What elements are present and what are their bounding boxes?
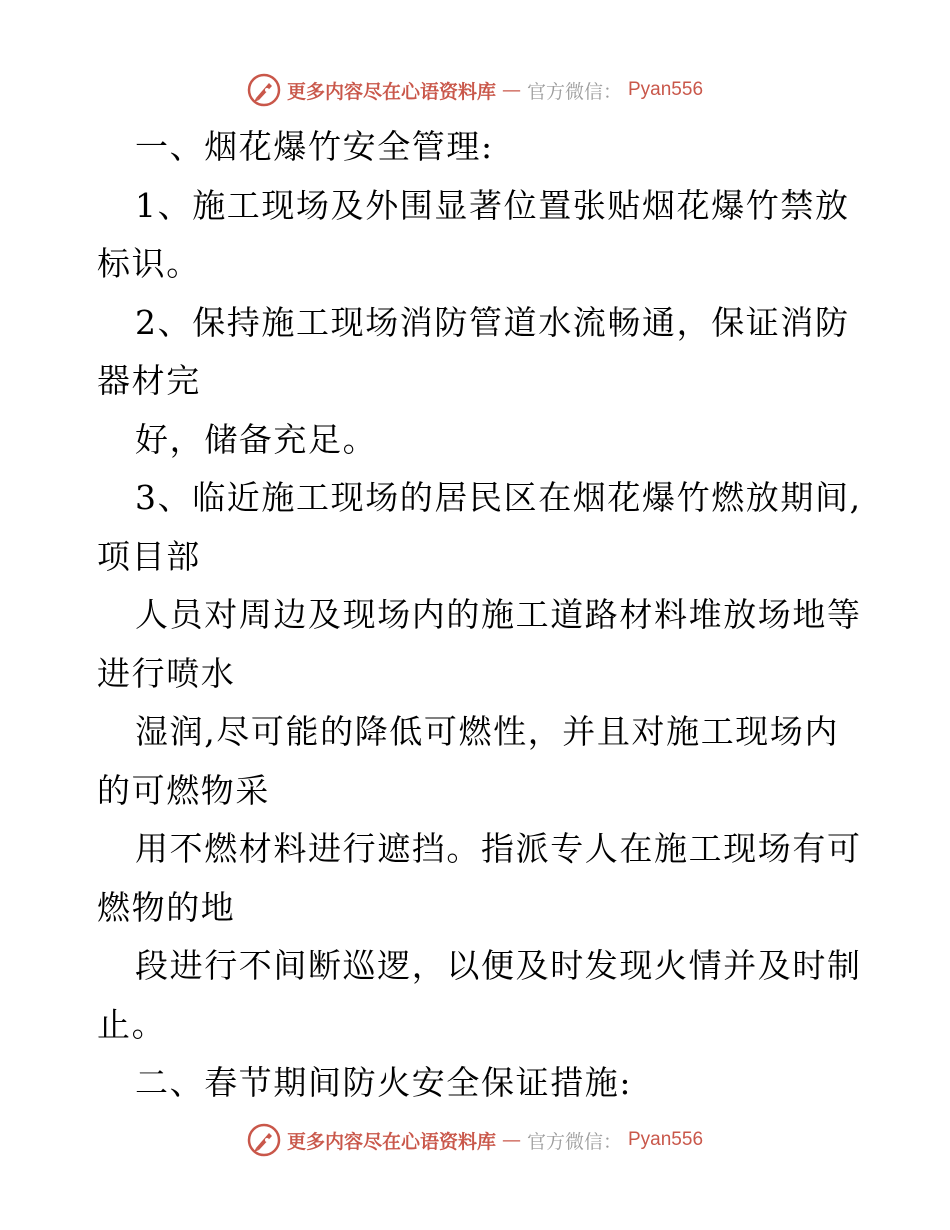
watermark-brand-text: 更多内容尽在心语资料库	[286, 80, 496, 103]
paragraph-line: 止。	[97, 1004, 167, 1044]
paragraph-line: 的可燃物采	[97, 770, 270, 810]
paragraph-line: 2、保持施工现场消防管道水流畅通，保证消防	[135, 302, 850, 342]
paragraph-line: 1、施工现场及外围显著位置张贴烟花爆竹禁放	[135, 185, 850, 225]
paragraph-line: 标识。	[97, 244, 201, 283]
watermark-wechat-label: 官方微信：	[526, 80, 622, 103]
section-heading-spring-festival: 二、春节期间防火安全保证措施:	[135, 1063, 633, 1102]
watermark-separator: —	[501, 79, 521, 101]
watermark-wechat-label: 官方微信：	[526, 1130, 622, 1153]
paragraph-line: 人员对周边及现场内的施工道路材料堆放场地等	[135, 595, 862, 634]
paragraph-line: 好，储备充足。	[135, 419, 378, 459]
pen-logo-icon	[247, 73, 281, 107]
paragraph-line: 3、临近施工现场的居民区在烟花爆竹燃放期间,	[135, 478, 862, 517]
paragraph-line: 段进行不间断巡逻，以便及时发现火情并及时制	[135, 946, 862, 985]
section-heading-fireworks: 一、烟花爆竹安全管理:	[135, 127, 494, 166]
paragraph-line: 燃物的地	[97, 887, 236, 927]
paragraph-line: 项目部	[97, 536, 201, 576]
paragraph-line: 器材完	[97, 361, 201, 400]
watermark-wechat-id: Pyan556	[628, 79, 704, 100]
paragraph-line: 用不燃材料进行遮挡。指派专人在施工现场有可	[135, 829, 862, 868]
footer-watermark	[0, 1120, 950, 1160]
pen-logo-icon	[247, 1123, 281, 1157]
paragraph-line: 进行喷水	[97, 653, 236, 693]
watermark-separator: —	[501, 1129, 521, 1151]
header-watermark	[0, 70, 950, 110]
document-body	[97, 118, 862, 1113]
paragraph-line: 湿润,尽可能的降低可燃性，并且对施工现场内	[135, 712, 840, 751]
watermark-wechat-id: Pyan556	[628, 1129, 704, 1150]
watermark-brand-text: 更多内容尽在心语资料库	[286, 1130, 496, 1153]
